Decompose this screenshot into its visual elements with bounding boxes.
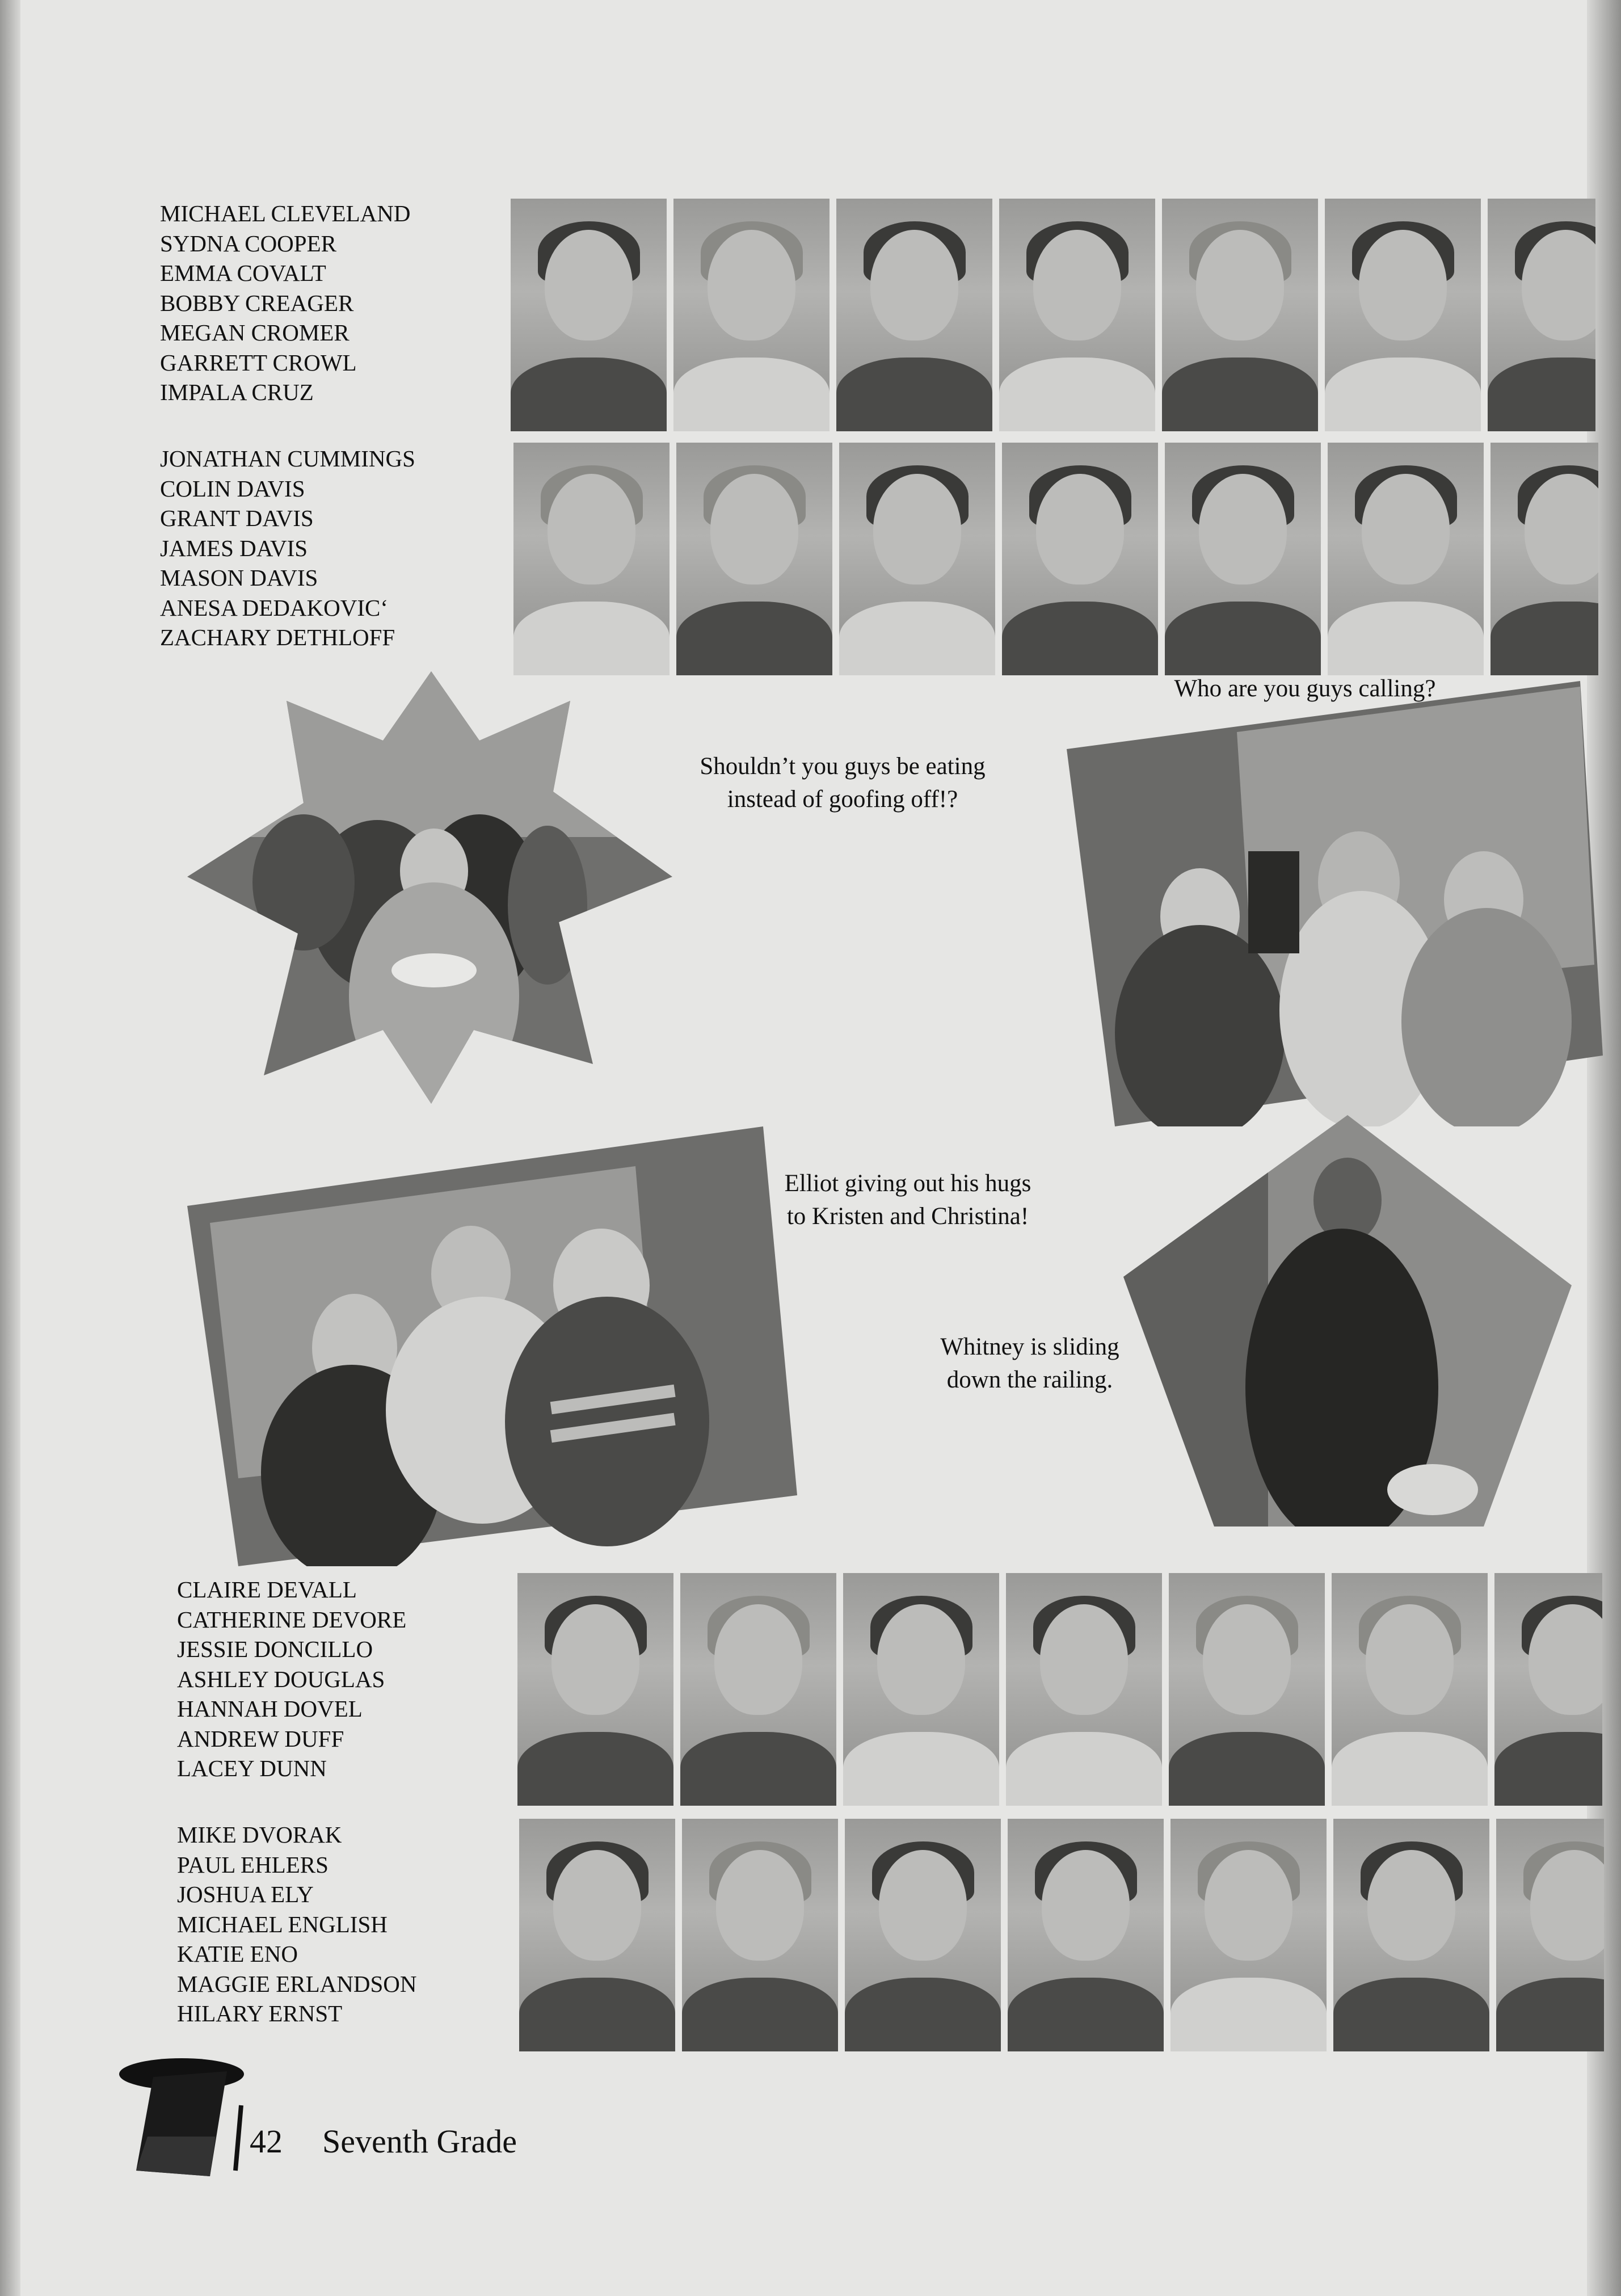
name-list-1 [160, 199, 410, 407]
student-name: JESSIE DONCILLO [177, 1636, 373, 1662]
student-name: JAMES DAVIS [160, 535, 308, 561]
student-name: GRANT DAVIS [160, 505, 314, 531]
student-portrait [1165, 443, 1321, 675]
student-portrait [673, 199, 830, 431]
student-name: MICHAEL ENGLISH [177, 1911, 388, 1937]
student-portrait [680, 1573, 836, 1806]
pentagon-railing-photo [1121, 1115, 1574, 1529]
student-name: KATIE ENO [177, 1941, 298, 1967]
student-portrait [1162, 199, 1318, 431]
student-portrait [676, 443, 832, 675]
student-portrait [1496, 1819, 1604, 2051]
student-name: MAGGIE ERLANDSON [177, 1970, 417, 1997]
student-name: MIKE DVORAK [177, 1822, 342, 1848]
student-portrait [836, 199, 992, 431]
student-name: BOBBY CREAGER [160, 289, 354, 316]
name-list-2 [160, 444, 415, 653]
student-portrait [1494, 1573, 1602, 1806]
student-portrait [1325, 199, 1481, 431]
student-portrait [845, 1819, 1001, 2051]
student-name: SYDNA COOPER [160, 230, 336, 256]
caption-eating: Shouldn’t you guys be eating instead of goofing off!? [700, 753, 986, 813]
student-name: JONATHAN CUMMINGS [160, 445, 415, 472]
student-portrait [519, 1819, 675, 2051]
student-name: ANDREW DUFF [177, 1725, 344, 1752]
caption-hugs: Elliot giving out his hugs to Kristen and Christina! [784, 1170, 1031, 1230]
student-name: JOSHUA ELY [177, 1881, 314, 1907]
student-portrait [1328, 443, 1484, 675]
student-portrait [839, 443, 995, 675]
student-portrait [511, 199, 667, 431]
page-number: 42 [250, 2123, 283, 2160]
student-name: CATHERINE DEVORE [177, 1606, 407, 1633]
name-list-3 [177, 1575, 406, 1784]
star-group-photo [184, 667, 678, 1107]
student-portrait [517, 1573, 673, 1806]
section-title: Seventh Grade [322, 2123, 517, 2160]
student-name: HANNAH DOVEL [177, 1696, 363, 1722]
student-name: COLIN DAVIS [160, 475, 305, 502]
student-portrait [1333, 1819, 1489, 2051]
phone-photo [1067, 681, 1603, 1126]
caption-railing: Whitney is sliding down the railing. [940, 1334, 1119, 1393]
student-name: ANESA DEDAKOVIC‘ [160, 594, 389, 621]
student-name: PAUL EHLERS [177, 1851, 329, 1878]
student-name: MICHAEL CLEVELAND [160, 200, 411, 226]
student-portrait [1169, 1573, 1325, 1806]
student-portrait [1332, 1573, 1488, 1806]
student-portrait [682, 1819, 838, 2051]
portrait-row-2 [513, 443, 1598, 675]
name-list-4 [177, 1820, 417, 2029]
student-name: EMMA COVALT [160, 260, 326, 286]
student-portrait [513, 443, 670, 675]
student-name: HILARY ERNST [177, 2000, 343, 2026]
caption-phone: Who are you guys calling? [1174, 675, 1436, 702]
student-name: GARRETT CROWL [160, 349, 357, 376]
student-portrait [1491, 443, 1598, 675]
student-name: LACEY DUNN [177, 1755, 327, 1781]
student-portrait [1171, 1819, 1327, 2051]
page-binding-edge [0, 0, 20, 2296]
portrait-row-3 [517, 1573, 1602, 1806]
portrait-row-1 [511, 199, 1595, 431]
student-name: ZACHARY DETHLOFF [160, 624, 395, 650]
student-name: ASHLEY DOUGLAS [177, 1666, 385, 1692]
student-portrait [999, 199, 1155, 431]
student-portrait [1006, 1573, 1162, 1806]
student-name: MEGAN CROMER [160, 319, 350, 346]
student-portrait [843, 1573, 999, 1806]
student-name: CLAIRE DEVALL [177, 1576, 357, 1603]
student-portrait [1008, 1819, 1164, 2051]
portrait-row-4 [519, 1819, 1604, 2051]
student-portrait [1002, 443, 1158, 675]
student-portrait [1488, 199, 1595, 431]
student-name: MASON DAVIS [160, 565, 318, 591]
student-name: IMPALA CRUZ [160, 379, 314, 405]
hug-photo [187, 1126, 800, 1566]
top-hat-icon [113, 2051, 284, 2188]
